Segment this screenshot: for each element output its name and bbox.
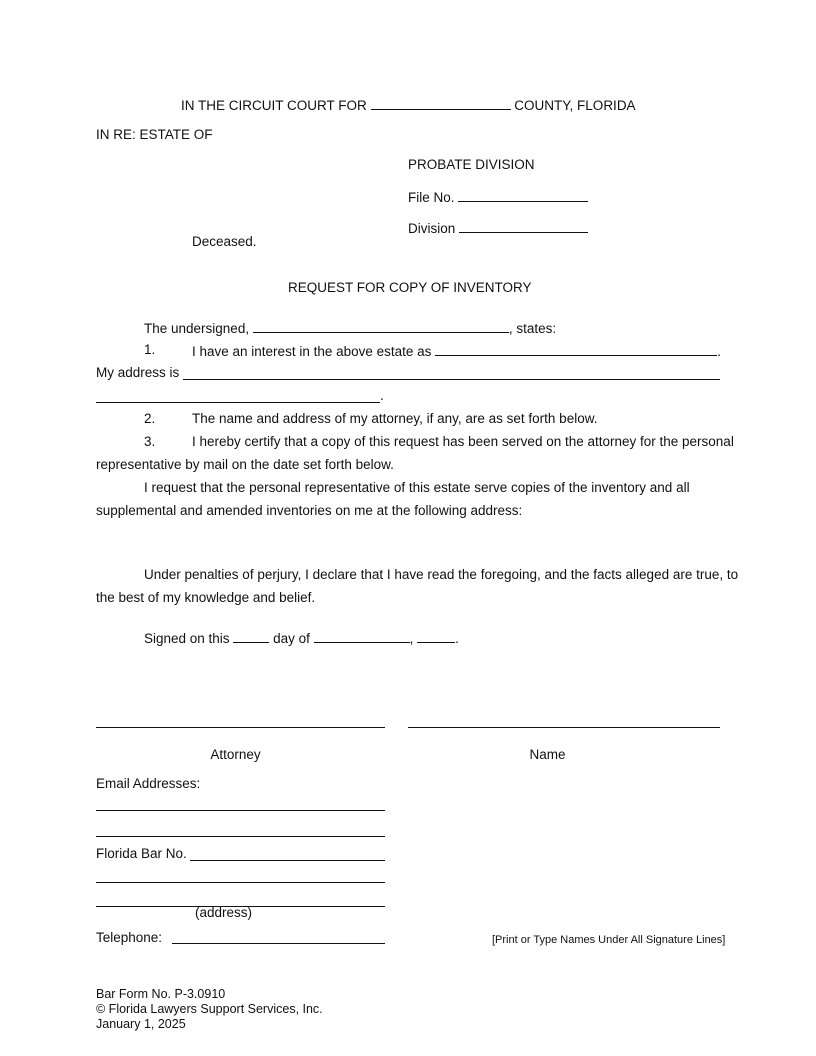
item1-text: I have an interest in the above estate as [192, 344, 432, 359]
email-blank-2[interactable] [96, 836, 385, 837]
telephone-blank[interactable] [172, 943, 385, 944]
perjury-line1: Under penalties of perjury, I declare that I have read the foregoing, and the facts alleged are true, to [144, 567, 739, 582]
item1-number: 1. [144, 342, 156, 357]
signed-year-blank[interactable] [417, 629, 455, 643]
perjury-line2: the best of my knowledge and belief. [96, 590, 316, 605]
email-blank-1[interactable] [96, 810, 385, 811]
document-title: REQUEST FOR COPY OF INVENTORY [288, 280, 532, 295]
court-heading [181, 96, 636, 114]
item3-line2: representative by mail on the date set forth below. [96, 457, 394, 472]
signed-prefix: Signed on this [144, 631, 230, 646]
court-suffix: COUNTY, FLORIDA [514, 98, 636, 113]
undersigned-blank[interactable] [253, 319, 509, 333]
file-no-blank[interactable] [458, 188, 588, 202]
attorney-label: Attorney [210, 747, 261, 762]
deceased-label: Deceased. [192, 234, 257, 249]
county-blank[interactable] [371, 96, 511, 110]
item3-line1: I hereby certify that a copy of this request has been served on the attorney for the personal [192, 434, 734, 449]
request-line1: I request that the personal representative of this estate serve copies of the inventory and all [144, 480, 690, 495]
florida-bar-label: Florida Bar No. [96, 846, 187, 861]
attorney-signature-line[interactable] [96, 727, 385, 728]
telephone-label: Telephone: [96, 930, 163, 945]
form-number: Bar Form No. P-3.0910 [96, 987, 226, 1001]
item3-number: 3. [144, 434, 156, 449]
court-prefix: IN THE CIRCUIT COURT FOR [181, 98, 367, 113]
probate-division: PROBATE DIVISION [408, 157, 535, 172]
florida-bar-blank[interactable] [190, 860, 385, 861]
signed-day-blank[interactable] [233, 629, 269, 643]
address-caption: (address) [195, 905, 253, 920]
address-end: . [380, 388, 384, 403]
signed-month-blank[interactable] [314, 629, 410, 643]
in-re-label: IN RE: ESTATE OF [96, 127, 213, 142]
request-line2: supplemental and amended inventories on me at the following address: [96, 503, 523, 518]
item2-text: The name and address of my attorney, if any, are as set forth below. [192, 411, 598, 426]
print-names-note: [Print or Type Names Under All Signature Lines] [492, 934, 726, 946]
undersigned-row [144, 319, 556, 337]
address-blank-2[interactable] [96, 402, 380, 403]
undersigned-prefix: The undersigned, [144, 321, 250, 336]
file-no-label: File No. [408, 190, 455, 205]
address-label: My address is [96, 365, 180, 380]
item1-end: . [717, 344, 721, 359]
undersigned-suffix: , states: [508, 321, 557, 336]
item1-row [192, 342, 721, 360]
signed-end: . [455, 631, 459, 646]
division-label: Division [408, 221, 456, 236]
signed-comma: , [409, 631, 414, 646]
address-blank-1[interactable] [183, 379, 720, 380]
interest-blank[interactable] [435, 342, 717, 356]
name-label: Name [529, 747, 566, 762]
signed-day-label: day of [273, 631, 310, 646]
item2-number: 2. [144, 411, 156, 426]
file-no-row [408, 188, 588, 206]
form-date: January 1, 2025 [96, 1017, 186, 1031]
copyright: © Florida Lawyers Support Services, Inc. [96, 1002, 323, 1016]
division-row [408, 219, 588, 237]
name-signature-line[interactable] [408, 727, 720, 728]
division-blank[interactable] [459, 219, 588, 233]
attorney-address-blank-1[interactable] [96, 882, 385, 883]
signed-row [144, 629, 459, 647]
email-label: Email Addresses: [96, 776, 201, 791]
